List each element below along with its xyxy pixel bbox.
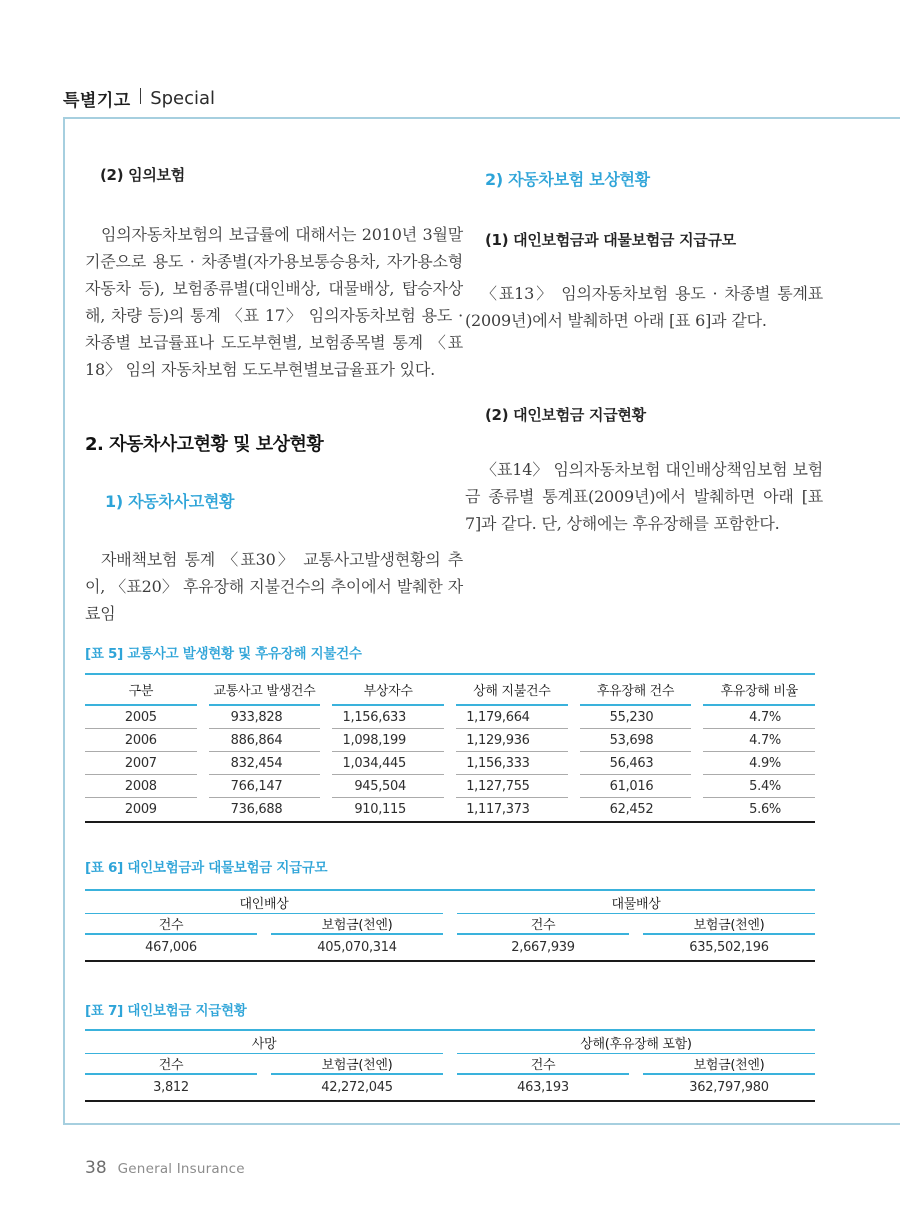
- table6-sub-header: 건수: [85, 914, 257, 935]
- table5-cell: 1,117,373: [466, 802, 530, 817]
- right-subheading-2: (2) 대인보험금 지급현황: [485, 406, 646, 424]
- table5-title: [표 5] 교통사고 발생현황 및 후유장해 지불건수: [85, 646, 362, 662]
- right-blue-heading-compensation-status: 2) 자동차보험 보상현황: [485, 170, 650, 189]
- table5-row-2006: [85, 729, 815, 752]
- table5-row-2009: [85, 798, 815, 821]
- table5-cell: 736,688: [230, 802, 283, 817]
- table5-row-2005: [85, 706, 815, 729]
- table7-group-header: 상해(후유장해 포함): [457, 1031, 815, 1054]
- table5-cell: 1,034,445: [332, 752, 444, 775]
- table5-row-2007: [85, 752, 815, 775]
- table5-cell: 933,828: [209, 706, 321, 729]
- table5-cell-year: 2005: [85, 706, 197, 729]
- header-divider: [140, 88, 142, 104]
- table6-cell: 467,006: [145, 940, 197, 955]
- table5-header: 상해 지불건수: [456, 675, 568, 706]
- table5-header-row: [85, 675, 815, 706]
- table5-cell: 1,156,633: [332, 706, 444, 729]
- table5-cell-ratio: 4.9%: [703, 752, 815, 775]
- header-title-korean: 특별기고: [63, 91, 131, 111]
- table5-cell-year: 2009: [124, 802, 157, 817]
- table7-cell: 42,272,045: [321, 1080, 393, 1095]
- left-paragraph-1: 임의자동차보험의 보급률에 대해서는 2010년 3월말 기준으로 용도 · 차종별(자가용보통승용차, 자가용소형 자동차 등), 보험종류별(대인배상, 대물배상, 탑승자상해, 차량 등)의 통계 〈표 17〉 임의자동차보험 용도 · 차종별 보급률표나 도도부현별, 보험종목별 통계 〈표 18〉 임의 자동차보험 도도부현별보급율표가 있다.: [85, 225, 463, 379]
- table5-header: 후유장해 비율: [703, 675, 815, 706]
- table7-sub-header: 보험금(천엔): [271, 1054, 443, 1075]
- table6-group-header: 대물배상: [457, 891, 815, 914]
- table5-header: 부상자수: [332, 675, 444, 706]
- table7-sub-header: 보험금(천엔): [643, 1054, 815, 1075]
- table6-sub-header: 보험금(천엔): [271, 914, 443, 935]
- table5-row-2008: [85, 775, 815, 798]
- table6-title: [표 6] 대인보험금과 대물보험금 지급규모: [85, 860, 328, 876]
- table6-cell: 405,070,314: [317, 940, 397, 955]
- table6-sub-header: 건수: [457, 914, 629, 935]
- right-paragraph-1: 〈표13〉 임의자동차보험 용도 · 차종별 통계표(2009년)에서 발췌하면 아래 [표 6]과 같다.: [465, 284, 823, 330]
- section-heading-2: 2. 자동차사고현황 및 보상현황: [85, 434, 324, 455]
- table5-header: 후유장해 건수: [580, 675, 692, 706]
- table7-sub-header: 건수: [457, 1054, 629, 1075]
- table5-cell-year: 2008: [85, 775, 197, 798]
- page-header: [63, 86, 215, 111]
- table5-cell: 832,454: [209, 752, 321, 775]
- table5-cell: 61,016: [580, 775, 692, 798]
- table7-cell: 362,797,980: [689, 1080, 769, 1095]
- left-paragraph-2: 자배책보험 통계 〈표30〉 교통사고발생현황의 추이, 〈표20〉 후유장해 지불건수의 추이에서 발췌한 자료임: [85, 550, 463, 623]
- table5-cell: 910,115: [354, 802, 406, 817]
- left-blue-heading-accident-status: 1) 자동차사고현황: [105, 492, 235, 511]
- table5-cell: 1,156,333: [456, 752, 568, 775]
- table7-title: [표 7] 대인보험금 지급현황: [85, 1003, 247, 1019]
- table6-cell: 635,502,196: [689, 940, 769, 955]
- table7-cell: 3,812: [153, 1080, 189, 1095]
- table5-header: 구분: [85, 675, 197, 706]
- table5-cell-year: 2007: [85, 752, 197, 775]
- right-subheading-1: (1) 대인보험금과 대물보험금 지급규모: [485, 231, 736, 249]
- table5-cell-year: 2006: [85, 729, 197, 752]
- table5-cell-ratio: 4.7%: [703, 706, 815, 729]
- table5-cell: 945,504: [332, 775, 444, 798]
- left-subheading-voluntary-insurance: (2) 임의보험: [100, 166, 185, 184]
- header-title-english: Special: [150, 88, 216, 109]
- table5-cell: 1,129,936: [456, 729, 568, 752]
- table5-cell-ratio: 5.4%: [703, 775, 815, 798]
- table6-bodily-property-payments: [85, 889, 815, 962]
- table5-traffic-accidents: [85, 673, 815, 823]
- table7-group-header: 사망: [85, 1031, 443, 1054]
- table5-cell: 56,463: [580, 752, 692, 775]
- table5-cell: 886,864: [209, 729, 321, 752]
- table6-group-header: 대인배상: [85, 891, 443, 914]
- table5-cell-ratio: 4.7%: [703, 729, 815, 752]
- table7-cell: 463,193: [517, 1080, 569, 1095]
- table5-cell-ratio: 5.6%: [749, 802, 781, 817]
- table5-cell: 766,147: [209, 775, 321, 798]
- table5-cell: 62,452: [609, 802, 654, 817]
- magazine-name: General Insurance: [117, 1161, 245, 1177]
- page-number: 38: [85, 1158, 107, 1178]
- table6-cell: 2,667,939: [511, 940, 575, 955]
- right-paragraph-2: 〈표14〉 임의자동차보험 대인배상책임보험 보험금 종류별 통계표(2009년)에서 발췌하면 아래 [표 7]과 같다. 단, 상해에는 후유장해를 포함한다.: [465, 460, 823, 533]
- table5-cell: 1,127,755: [456, 775, 568, 798]
- table5-cell: 55,230: [580, 706, 692, 729]
- table5-cell: 1,098,199: [332, 729, 444, 752]
- table6-sub-header: 보험금(천엔): [643, 914, 815, 935]
- table7-bodily-payment-status: [85, 1029, 815, 1102]
- table5-header: 교통사고 발생건수: [209, 675, 321, 706]
- page-footer: [85, 1158, 245, 1178]
- table7-sub-header: 건수: [85, 1054, 257, 1075]
- table5-cell: 1,179,664: [456, 706, 568, 729]
- table5-cell: 53,698: [580, 729, 692, 752]
